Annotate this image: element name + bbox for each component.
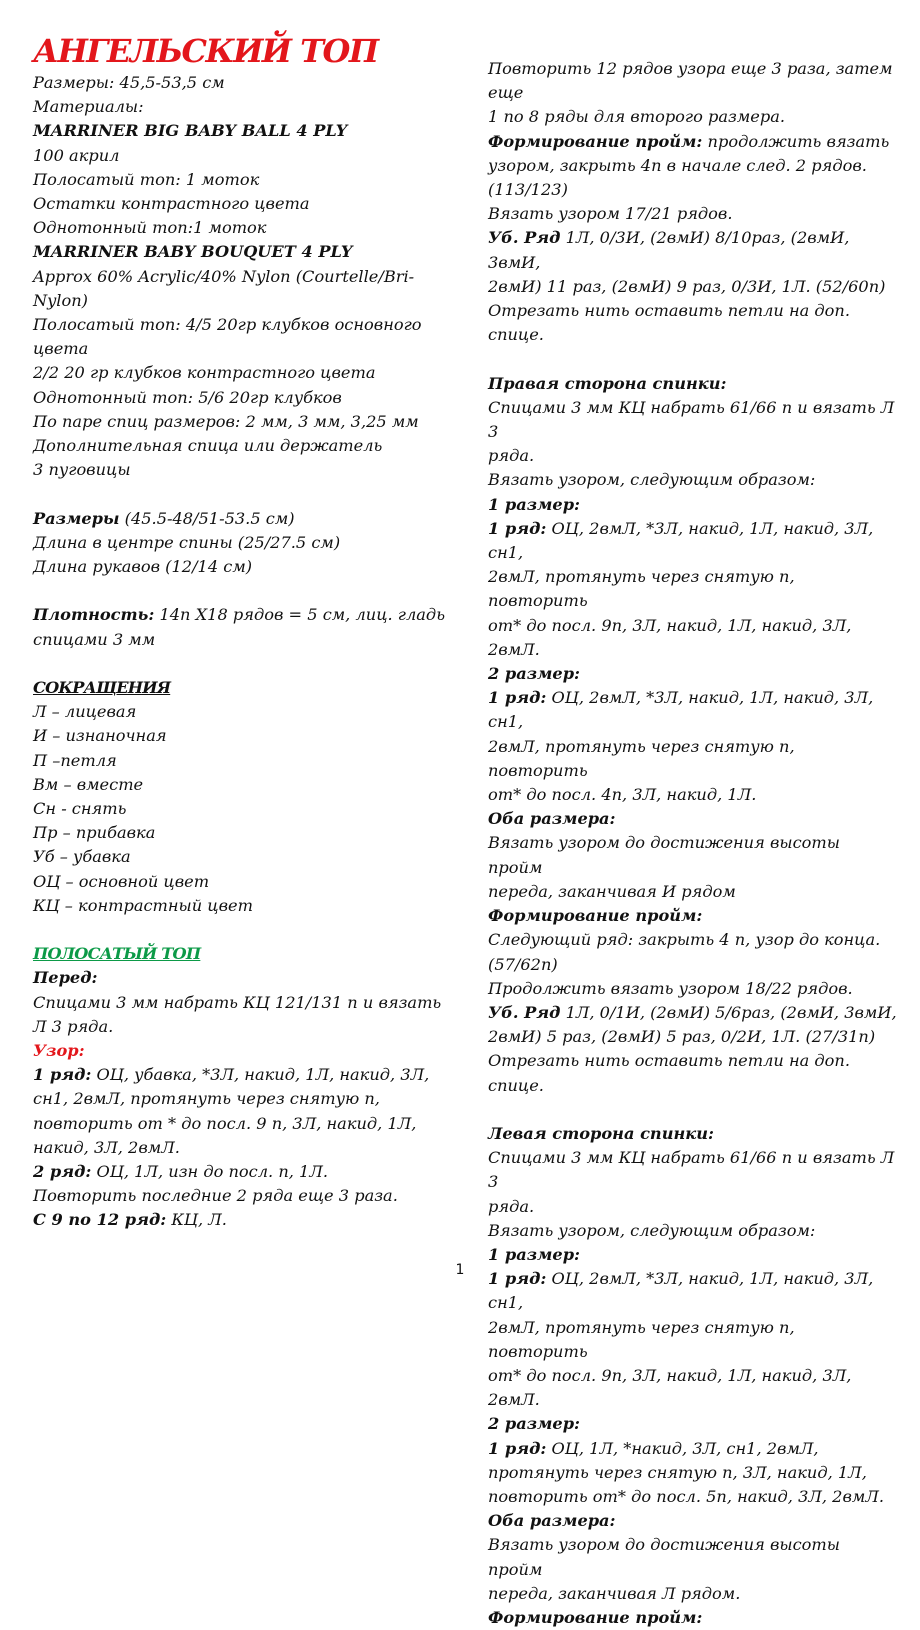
- armhole-lb-label: Формирование пройм:: [488, 1607, 703, 1627]
- length-back: Длина в центре спины (25/27.5 см): [33, 532, 341, 552]
- lb-size2-line: повторить от* до посл. 5п, накид, 3Л, 2вмЛ.: [488, 1486, 884, 1506]
- sizes-line: Размеры: 45,5-53,5 см: [33, 73, 225, 92]
- abbreviation: П –петля: [33, 750, 117, 770]
- lb-size1-row-label: 1 ряд:: [488, 1269, 547, 1289]
- rb-size2-row-text: ОЦ, 2вмЛ, *3Л, накид, 1Л, накид, 3Л, сн1,: [488, 688, 874, 732]
- rb-size2-row-block: [488, 686, 898, 734]
- both-sizes-label: Оба размера:: [488, 809, 616, 829]
- armhole-front-text: продолжить вязать: [702, 131, 890, 151]
- abbreviation: И – изнаночная: [33, 726, 167, 746]
- rb-both-line: переда, заканчивая И рядом: [488, 881, 736, 901]
- armhole-front-line: (113/123): [488, 180, 568, 200]
- armhole-front-line: Вязать узором 17/21 рядов.: [488, 204, 733, 224]
- yarn2-line: цвета: [33, 339, 89, 359]
- page-number: 1: [455, 1262, 465, 1278]
- yarn2-line: 2/2 20 гр клубков контрастного цвета: [33, 363, 376, 383]
- row1-text: ОЦ, убавка, *3Л, накид, 1Л, накид, 3Л,: [91, 1065, 430, 1085]
- right-column: [488, 57, 898, 1630]
- rb-size2-line: 2вмЛ, протянуть через снятую п, повторить: [488, 736, 795, 780]
- front-line: Спицами 3 мм набрать КЦ 121/131 п и вязать: [33, 992, 442, 1012]
- dec-row-rb-line: 2вмИ) 5 раз, (2вмИ) 5 раз, 0/2И, 1Л. (27/31п): [488, 1027, 876, 1047]
- dec-row-rb-text: 1Л, 0/1И, (2вмИ) 5/6раз, (2вмИ, 3вмИ,: [560, 1002, 897, 1022]
- yarn2-line: По паре спиц размеров: 2 мм, 3 мм, 3,25 мм: [33, 411, 419, 431]
- lb-both-line: переда, заканчивая Л рядом.: [488, 1583, 741, 1603]
- abbreviation: Вм – вместе: [33, 774, 144, 794]
- intro-line: 1 по 8 ряды для второго размера.: [488, 107, 786, 127]
- yarn2-line: Однотонный топ: 5/6 20гр клубков: [33, 387, 342, 407]
- size2-label: 2 размер:: [488, 664, 581, 684]
- pattern-label: Узор:: [33, 1041, 85, 1061]
- rb-size1-row-block: [488, 517, 898, 565]
- armhole-rb-label: Формирование пройм:: [488, 906, 703, 926]
- abbreviation: Пр – прибавка: [33, 823, 156, 843]
- lb-size2-row-text: ОЦ, 1Л, *накид, 3Л, сн1, 2вмЛ,: [546, 1438, 819, 1458]
- row1-line: накид, 3Л, 2вмЛ.: [33, 1137, 180, 1157]
- yarn1-line: Полосатый топ: 1 моток: [33, 169, 260, 189]
- row2-text: ОЦ, 1Л, изн до посл. п, 1Л.: [91, 1162, 328, 1182]
- length-sleeves: Длина рукавов (12/14 см): [33, 557, 253, 577]
- size1-label: 1 размер:: [488, 1244, 581, 1264]
- abbreviations-title: СОКРАЩЕНИЯ: [33, 678, 171, 698]
- abbreviation: Уб – убавка: [33, 847, 131, 867]
- striped-top-title: ПОЛОСАТЫЙ ТОП: [33, 944, 201, 964]
- sizes-label: Размеры: [33, 508, 120, 528]
- size2-label: 2 размер:: [488, 1414, 581, 1434]
- abbreviation: Сн - снять: [33, 799, 127, 819]
- dec-row-rb-line: Отрезать нить оставить петли на доп. спице.: [488, 1051, 850, 1095]
- row2-label: 2 ряд:: [33, 1162, 92, 1182]
- abbreviation: Л – лицевая: [33, 702, 137, 722]
- right-back-line: ряда.: [488, 446, 535, 466]
- left-back-line: ряда.: [488, 1196, 535, 1216]
- abbreviation: ОЦ – основной цвет: [33, 871, 210, 891]
- page-title: АНГЕЛЬСКИЙ ТОП: [33, 32, 378, 70]
- row1-line: сн1, 2вмЛ, протянуть через снятую п,: [33, 1089, 380, 1109]
- both-sizes-label: Оба размера:: [488, 1511, 616, 1531]
- right-back-line: Вязать узором, следующим образом:: [488, 470, 816, 490]
- rb-size2-line: от* до посл. 4п, 3Л, накид, 1Л.: [488, 785, 757, 805]
- row9-text: КЦ, Л.: [166, 1210, 227, 1230]
- dec-row-front-block: [488, 226, 898, 274]
- left-back-line: Спицами 3 мм КЦ набрать 61/66 п и вязать Л 3: [488, 1148, 895, 1192]
- intro-line: Повторить 12 рядов узора еще 3 раза, затем еще: [488, 59, 893, 103]
- yarn2-line: Nylon): [33, 290, 88, 310]
- rb-size2-row-label: 1 ряд:: [488, 688, 547, 708]
- row9-block: [33, 1208, 453, 1232]
- dec-row-front-line: 2вмИ) 11 раз, (2вмИ) 9 раз, 0/3И, 1Л. (52/60п): [488, 276, 886, 296]
- row2-block: [33, 1160, 453, 1184]
- gauge-label: Плотность:: [33, 605, 155, 625]
- size1-label: 1 размер:: [488, 494, 581, 514]
- lb-size2-line: протянуть через снятую п, 3Л, накид, 1Л,: [488, 1462, 867, 1482]
- row9-label: С 9 по 12 ряд:: [33, 1210, 167, 1230]
- sizes-block: [33, 507, 453, 531]
- front-label: Перед:: [33, 968, 98, 988]
- dec-row-front-label: Уб. Ряд: [488, 228, 561, 248]
- rb-size1-line: 2вмЛ, протянуть через снятую п, повторить: [488, 567, 795, 611]
- rb-size1-row-label: 1 ряд:: [488, 518, 547, 538]
- row1-label: 1 ряд:: [33, 1065, 92, 1085]
- armhole-front-label: Формирование пройм:: [488, 131, 703, 151]
- yarn2-line: Полосатый топ: 4/5 20гр клубков основного: [33, 315, 422, 335]
- lb-size2-row-label: 1 ряд:: [488, 1438, 547, 1458]
- armhole-front-block: [488, 130, 898, 154]
- materials-label: Материалы:: [33, 97, 144, 117]
- yarn1-name: MARRINER BIG BABY BALL 4 PLY: [33, 121, 348, 141]
- dec-row-front-text: 1Л, 0/3И, (2вмИ) 8/10раз, (2вмИ, 3вмИ,: [488, 228, 850, 272]
- dec-row-rb-label: Уб. Ряд: [488, 1002, 561, 1022]
- row1-block: [33, 1063, 453, 1087]
- yarn2-line: Дополнительная спица или держатель: [33, 436, 383, 456]
- rb-size1-row-text: ОЦ, 2вмЛ, *3Л, накид, 1Л, накид, 3Л, сн1,: [488, 518, 874, 563]
- lb-both-line: Вязать узором до достижения высоты пройм: [488, 1535, 840, 1579]
- rb-armhole-line: Продолжить вязать узором 18/22 рядов.: [488, 978, 853, 998]
- yarn1-line: Однотонный топ:1 моток: [33, 218, 267, 238]
- yarn2-name: MARRINER BABY BOUQUET 4 PLY: [33, 242, 353, 262]
- rb-size1-line: от* до посл. 9п, 3Л, накид, 1Л, накид, 3Л, 2вмЛ.: [488, 615, 852, 659]
- lb-size1-line: 2вмЛ, протянуть через снятую п, повторить: [488, 1317, 795, 1361]
- lb-size1-line: от* до посл. 9п, 3Л, накид, 1Л, накид, 3Л, 2вмЛ.: [488, 1365, 852, 1410]
- right-back-line: Спицами 3 мм КЦ набрать 61/66 п и вязать Л 3: [488, 397, 895, 442]
- dec-row-front-line: Отрезать нить оставить петли на доп. спице.: [488, 301, 850, 345]
- left-back-line: Вязать узором, следующим образом:: [488, 1220, 816, 1240]
- rb-armhole-line: (57/62п): [488, 954, 558, 974]
- row1-line: повторить от * до посл. 9 п, 3Л, накид, 1Л,: [33, 1113, 417, 1133]
- right-back-label: Правая сторона спинки:: [488, 373, 727, 393]
- repeat-line: Повторить последние 2 ряда еще 3 раза.: [33, 1186, 398, 1206]
- dec-row-rb-block: [488, 1001, 898, 1025]
- yarn1-line: Остатки контрастного цвета: [33, 194, 310, 214]
- rb-armhole-line: Следующий ряд: закрыть 4 п, узор до конца.: [488, 930, 881, 950]
- gauge-value: 14п Х18 рядов = 5 см, лиц. гладь: [154, 605, 446, 625]
- yarn2-line: Approx 60% Acrylic/40% Nylon (Courtelle/Bri-: [33, 266, 415, 286]
- left-column: [33, 0, 453, 1233]
- rb-both-line: Вязать узором до достижения высоты пройм: [488, 833, 840, 877]
- yarn2-line: 3 пуговицы: [33, 460, 131, 480]
- armhole-front-line: узором, закрыть 4п в начале след. 2 рядов.: [488, 155, 867, 175]
- abbreviation: КЦ – контрастный цвет: [33, 895, 253, 915]
- sizes-value: (45.5-48/51-53.5 см): [119, 508, 295, 528]
- left-back-label: Левая сторона спинки:: [488, 1123, 714, 1143]
- gauge-block: [33, 603, 453, 627]
- front-line: Л 3 ряда.: [33, 1016, 114, 1036]
- yarn1-line: 100 акрил: [33, 145, 120, 165]
- lb-size1-row-text: ОЦ, 2вмЛ, *3Л, накид, 1Л, накид, 3Л, сн1,: [488, 1269, 874, 1313]
- lb-size2-row-block: [488, 1437, 898, 1461]
- gauge-value-2: спицами 3 мм: [33, 629, 156, 649]
